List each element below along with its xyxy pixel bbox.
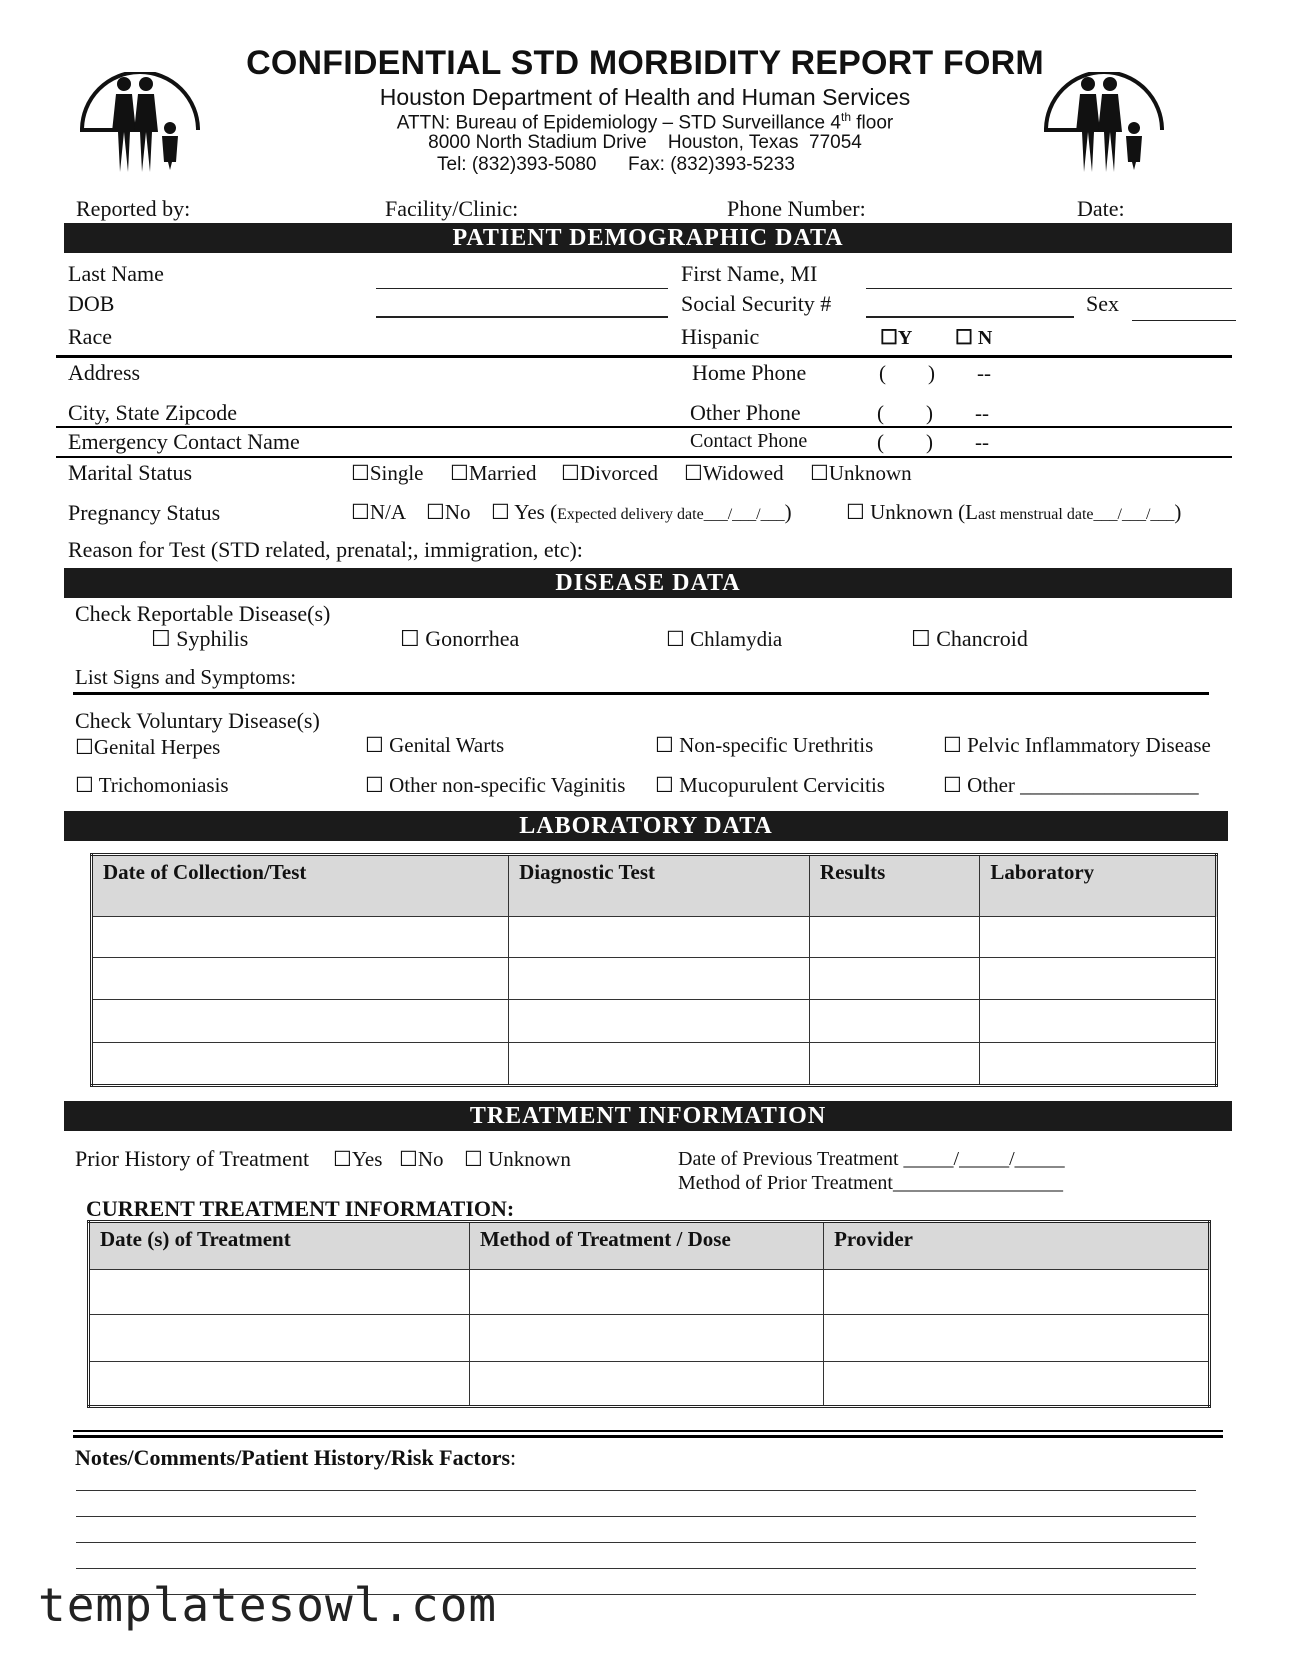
race-label: Race xyxy=(68,324,112,349)
lab-col-results: Results xyxy=(809,855,979,917)
city-label: City, State Zipcode xyxy=(68,400,238,425)
trichomoniasis-checkbox[interactable]: ☐ Trichomoniasis xyxy=(75,773,229,797)
pregnancy-status-label: Pregnancy Status xyxy=(68,500,221,525)
hispanic-label: Hispanic xyxy=(681,324,760,349)
table-cell[interactable] xyxy=(92,1043,509,1086)
prior-yes-checkbox[interactable]: ☐Yes xyxy=(333,1147,383,1171)
table-row xyxy=(92,1043,1217,1086)
table-cell[interactable] xyxy=(509,1000,810,1043)
treatment-section-header: TREATMENT INFORMATION xyxy=(64,1101,1232,1131)
marital-widowed-checkbox[interactable]: ☐Widowed xyxy=(684,461,784,485)
current-treatment-title: CURRENT TREATMENT INFORMATION: xyxy=(86,1196,515,1221)
laboratory-section-header: LABORATORY DATA xyxy=(64,811,1228,841)
lab-col-laboratory: Laboratory xyxy=(980,855,1217,917)
chlamydia-checkbox[interactable]: ☐ Chlamydia xyxy=(666,627,783,651)
disease-section-header: DISEASE DATA xyxy=(64,568,1232,598)
facility-label: Facility/Clinic: xyxy=(385,196,519,221)
pregnancy-unknown-checkbox[interactable]: ☐ Unknown (Last menstrual date___/___/___) xyxy=(846,500,1182,524)
table-cell[interactable] xyxy=(980,958,1217,1000)
reason-for-test-label: Reason for Test (STD related, prenatal;, immigration, etc): xyxy=(68,537,583,562)
divider xyxy=(56,456,1232,458)
address-label: Address xyxy=(68,360,141,385)
notes-label: Notes/Comments/Patient History/Risk Factors: xyxy=(75,1445,517,1470)
first-name-label: First Name, MI xyxy=(681,261,818,286)
date-previous-treatment-field[interactable]: Date of Previous Treatment _____/_____/_____ xyxy=(678,1148,1065,1170)
department-name: Houston Department of Health and Human Services xyxy=(379,84,911,110)
table-row xyxy=(89,1315,1210,1362)
table-row xyxy=(89,1362,1210,1407)
other-disease-checkbox[interactable]: ☐ Other _________________ xyxy=(943,773,1199,797)
table-cell[interactable] xyxy=(469,1270,823,1315)
treatment-col-method: Method of Treatment / Dose xyxy=(469,1222,823,1270)
first-name-field[interactable] xyxy=(866,268,1232,289)
table-cell[interactable] xyxy=(92,958,509,1000)
table-cell[interactable] xyxy=(92,1000,509,1043)
divider xyxy=(73,1430,1223,1432)
table-cell[interactable] xyxy=(89,1270,470,1315)
table-cell[interactable] xyxy=(824,1315,1210,1362)
table-row xyxy=(92,1000,1217,1043)
gonorrhea-checkbox[interactable]: ☐ Gonorrhea xyxy=(400,626,520,651)
pregnancy-no-checkbox[interactable]: ☐No xyxy=(426,500,471,524)
marital-married-checkbox[interactable]: ☐Married xyxy=(450,461,537,485)
demographic-section-header: PATIENT DEMOGRAPHIC DATA xyxy=(64,223,1232,253)
reported-by-label: Reported by: xyxy=(76,196,191,221)
department-address: 8000 North Stadium Drive Houston, Texas 77054 xyxy=(428,132,862,153)
notes-line[interactable] xyxy=(76,1542,1196,1543)
home-phone-label: Home Phone xyxy=(692,360,807,385)
marital-single-checkbox[interactable]: ☐Single xyxy=(351,461,424,485)
table-cell[interactable] xyxy=(980,1000,1217,1043)
table-row xyxy=(89,1270,1210,1315)
table-row xyxy=(92,958,1217,1000)
table-header-row xyxy=(92,855,1217,917)
signs-symptoms-field[interactable] xyxy=(73,692,1209,695)
table-cell[interactable] xyxy=(469,1315,823,1362)
signs-symptoms-label: List Signs and Symptoms: xyxy=(75,665,297,689)
watermark: templatesowl.com xyxy=(38,1578,498,1632)
contact-phone-field[interactable]: ( ) -- xyxy=(877,430,989,454)
table-cell[interactable] xyxy=(980,1043,1217,1086)
genital-herpes-checkbox[interactable]: ☐Genital Herpes xyxy=(75,735,221,759)
home-phone-field[interactable]: ( ) -- xyxy=(879,361,991,385)
last-name-label: Last Name xyxy=(68,261,164,286)
sex-label: Sex xyxy=(1086,291,1119,316)
pid-checkbox[interactable]: ☐ Pelvic Inflammatory Disease xyxy=(943,733,1211,757)
notes-line[interactable] xyxy=(76,1490,1196,1491)
treatment-col-date: Date (s) of Treatment xyxy=(89,1222,470,1270)
marital-divorced-checkbox[interactable]: ☐Divorced xyxy=(561,461,658,485)
table-cell[interactable] xyxy=(469,1362,823,1407)
ssn-label: Social Security # xyxy=(681,291,832,316)
phone-number-label: Phone Number: xyxy=(727,196,866,221)
table-cell[interactable] xyxy=(509,1043,810,1086)
attn-line: ATTN: Bureau of Epidemiology – STD Surveillance 4th floor xyxy=(396,110,894,134)
notes-line[interactable] xyxy=(76,1568,1196,1569)
dob-label: DOB xyxy=(68,291,115,316)
divider xyxy=(56,355,1232,358)
pregnancy-yes-checkbox[interactable]: ☐ Yes (Expected delivery date___/___/___) xyxy=(491,500,792,524)
prior-unknown-checkbox[interactable]: ☐ Unknown xyxy=(464,1147,571,1171)
table-header-row xyxy=(89,1222,1210,1270)
check-voluntary-label: Check Voluntary Disease(s) xyxy=(75,708,320,733)
ssn-field[interactable] xyxy=(866,296,1074,318)
divider xyxy=(73,1435,1223,1438)
check-reportable-label: Check Reportable Disease(s) xyxy=(75,601,331,626)
pregnancy-na-checkbox[interactable]: ☐N/A xyxy=(351,500,406,524)
table-cell[interactable] xyxy=(509,958,810,1000)
divider xyxy=(56,426,1232,428)
prior-history-label: Prior History of Treatment xyxy=(75,1146,310,1171)
department-tel: Tel: (832)393-5080 xyxy=(437,154,597,175)
table-cell[interactable] xyxy=(89,1315,470,1362)
other-vaginitis-checkbox[interactable]: ☐ Other non-specific Vaginitis xyxy=(365,773,626,797)
method-prior-treatment-field[interactable]: Method of Prior Treatment_________________ xyxy=(678,1172,1063,1194)
table-cell[interactable] xyxy=(980,917,1217,958)
marital-unknown-checkbox[interactable]: ☐Unknown xyxy=(810,461,912,485)
other-phone-field[interactable]: ( ) -- xyxy=(877,401,989,425)
dob-field[interactable] xyxy=(376,296,668,318)
sex-field[interactable] xyxy=(1132,300,1236,321)
table-row xyxy=(92,917,1217,958)
table-cell[interactable] xyxy=(89,1362,470,1407)
table-cell[interactable] xyxy=(809,1000,979,1043)
hispanic-yes-checkbox[interactable]: ☐Y xyxy=(880,327,913,349)
table-cell[interactable] xyxy=(824,1362,1210,1407)
lab-col-date: Date of Collection/Test xyxy=(92,855,509,917)
laboratory-table xyxy=(90,853,1218,1087)
table-cell[interactable] xyxy=(824,1270,1210,1315)
table-cell[interactable] xyxy=(92,917,509,958)
nongonococcal-urethritis-checkbox[interactable]: ☐ Non-specific Urethritis xyxy=(655,733,874,757)
table-cell[interactable] xyxy=(509,917,810,958)
last-name-field[interactable] xyxy=(376,268,668,289)
mucopurulent-cervicitis-checkbox[interactable]: ☐ Mucopurulent Cervicitis xyxy=(655,773,885,797)
emergency-contact-label: Emergency Contact Name xyxy=(68,429,300,454)
table-cell[interactable] xyxy=(809,1043,979,1086)
chancroid-checkbox[interactable]: ☐ Chancroid xyxy=(911,626,1028,651)
marital-status-label: Marital Status xyxy=(68,460,193,485)
hispanic-no-checkbox[interactable]: ☐ N xyxy=(955,327,993,349)
table-cell[interactable] xyxy=(809,917,979,958)
date-label: Date: xyxy=(1077,196,1125,221)
treatment-col-provider: Provider xyxy=(824,1222,1210,1270)
prior-no-checkbox[interactable]: ☐No xyxy=(399,1147,444,1171)
genital-warts-checkbox[interactable]: ☐ Genital Warts xyxy=(365,733,505,757)
contact-phone-label: Contact Phone xyxy=(690,430,808,452)
table-cell[interactable] xyxy=(809,958,979,1000)
lab-col-test: Diagnostic Test xyxy=(509,855,810,917)
form-title: CONFIDENTIAL STD MORBIDITY REPORT FORM xyxy=(246,44,1044,82)
notes-line[interactable] xyxy=(76,1516,1196,1517)
other-phone-label: Other Phone xyxy=(690,400,801,425)
treatment-table xyxy=(87,1220,1211,1408)
syphilis-checkbox[interactable]: ☐ Syphilis xyxy=(151,626,249,651)
department-fax: Fax: (832)393-5233 xyxy=(628,154,795,175)
